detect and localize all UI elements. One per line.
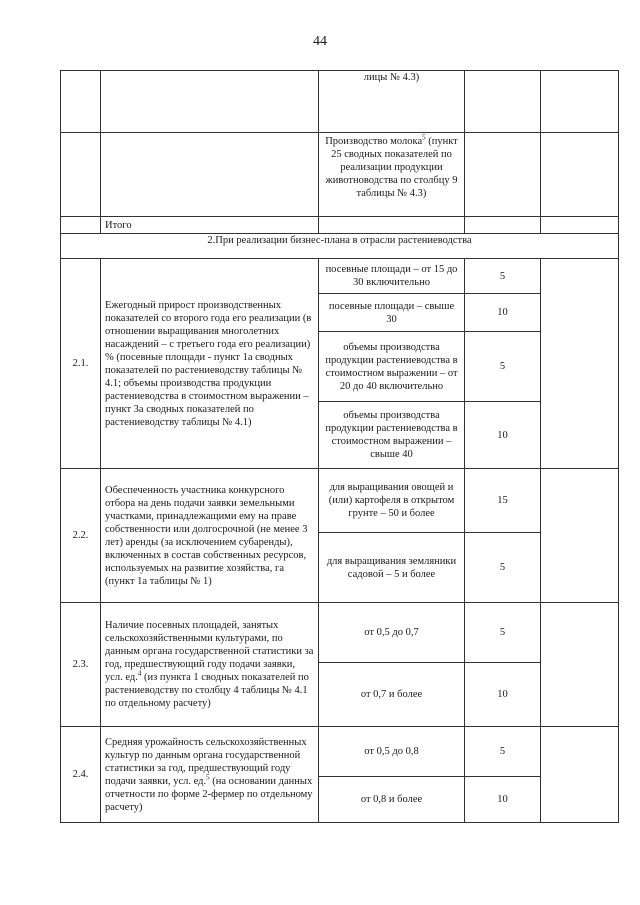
criterion-text xyxy=(101,727,319,823)
total-row xyxy=(61,217,619,234)
value-text: объемы производства продукции растениеводства в стоимостном выражении – свыше 40 xyxy=(319,402,465,469)
criterion-cell xyxy=(101,133,319,217)
score-value: 10 xyxy=(465,777,541,823)
value-text: от 0,8 и более xyxy=(319,777,465,823)
score-cell xyxy=(465,71,541,133)
score-value: 10 xyxy=(465,402,541,469)
num-cell xyxy=(61,71,101,133)
value-text: для выращивания овощей и (или) картофеля в открытом грунте – 50 и более xyxy=(319,469,465,533)
score-value: 5 xyxy=(465,603,541,663)
row-number: 2.4. xyxy=(61,727,101,823)
section-header-row xyxy=(61,234,619,259)
value-cell xyxy=(319,217,465,234)
value-text: для выращивания земляники садовой – 5 и более xyxy=(319,533,465,603)
footnote-mark: 4 xyxy=(137,669,142,678)
value-text: от 0,5 до 0,7 xyxy=(319,603,465,663)
table-row xyxy=(61,133,619,217)
footnote-mark: 5 xyxy=(206,773,210,781)
extra-cell xyxy=(541,259,619,469)
num-cell xyxy=(61,133,101,217)
num-cell xyxy=(61,217,101,234)
score-value: 15 xyxy=(465,469,541,533)
criterion-text: Обеспеченность участника конкурсного отбора на день подачи заявки земельными участками, принадлежащими ему на праве собственности или долгосрочной (не менее 3 лет) аренды (за исключением субаренды), включенных в состав собственных ресурсов, используемых на развитие хозяйства, га (пункт 1а таблицы № 1) xyxy=(101,469,319,603)
row-number: 2.2. xyxy=(61,469,101,603)
extra-cell xyxy=(541,469,619,603)
total-label: Итого xyxy=(101,217,319,234)
value-text: лицы № 4.3) xyxy=(363,72,420,83)
score-value: 5 xyxy=(465,259,541,294)
footnote-mark: 5 xyxy=(422,133,426,142)
criteria-table xyxy=(60,70,619,823)
extra-cell xyxy=(541,71,619,133)
extra-cell xyxy=(541,603,619,727)
value-text: посевные площади – от 15 до 30 включительно xyxy=(319,259,465,294)
criterion-cell xyxy=(101,71,319,133)
score-value: 5 xyxy=(465,332,541,402)
value-text: Производство молока xyxy=(325,136,423,147)
score-cell xyxy=(465,133,541,217)
table-row xyxy=(61,259,619,294)
extra-cell xyxy=(541,727,619,823)
score-cell xyxy=(465,217,541,234)
criterion-text xyxy=(101,603,319,727)
criterion-text-part: (из пункта 1 сводных показателей по растениеводству по столбцу 4 таблицы № 4.1 по отдельному расчету) xyxy=(105,672,309,709)
score-value: 10 xyxy=(465,294,541,332)
value-cell xyxy=(319,133,465,217)
row-number: 2.1. xyxy=(61,259,101,469)
score-value: 5 xyxy=(465,727,541,777)
row-number: 2.3. xyxy=(61,603,101,727)
section-title: 2.При реализации бизнес-плана в отрасли растениеводства xyxy=(61,234,619,259)
extra-cell xyxy=(541,133,619,217)
value-text: от 0,7 и более xyxy=(319,663,465,727)
value-text: объемы производства продукции растениеводства в стоимостном выражении – от 20 до 40 включительно xyxy=(319,332,465,402)
page-number: 44 xyxy=(313,34,327,49)
criterion-text-part: Наличие посевных площадей, занятых сельскохозяйственными культурами, по данным органа государственной статистики за год, предшествующий году подачи заявки, усл. ед. xyxy=(105,620,314,683)
criterion-text: Ежегодный прирост производственных показателей со второго года его реализации (в отношении выращивания многолетних насаждений – с третьего года его реализации) % (посевные площади - пункт 1а сводных показателей по растениеводству таблицы № 4.1; объемы производства продукции растениеводства в стоимостном выражении – пункт 3а сводных показателей по растениеводству таблицы № 4.1) xyxy=(101,259,319,469)
score-value: 5 xyxy=(465,533,541,603)
extra-cell xyxy=(541,217,619,234)
table-row xyxy=(61,603,619,663)
table-row xyxy=(61,727,619,777)
criterion-text-part: (на основании данных отчетности по форме 2-фермер по отдельному расчету) xyxy=(105,775,313,813)
score-value: 10 xyxy=(465,663,541,727)
value-text: от 0,5 до 0,8 xyxy=(319,727,465,777)
value-text: посевные площади – свыше 30 xyxy=(319,294,465,332)
table-row xyxy=(61,469,619,533)
table-row xyxy=(61,71,619,133)
value-cell xyxy=(319,71,465,133)
value-text: (пункт 25 сводных показателей по реализации продукции животноводства по столбцу 9 таблицы № 4.3) xyxy=(325,136,458,199)
criterion-text-part: Средняя урожайность сельскохозяйственных культур по данным органа государственной статистики за год, предшествующий году подачи заявки, усл. ед. xyxy=(105,736,307,787)
